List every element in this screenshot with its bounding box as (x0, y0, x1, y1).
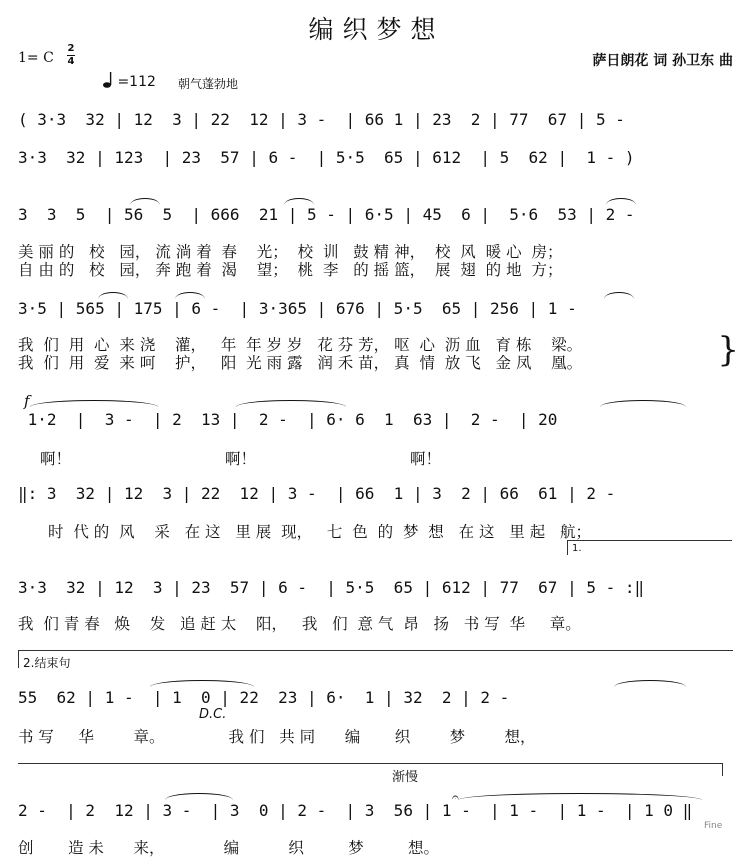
tie-mark (165, 793, 233, 800)
lyric-coda-1: 书 写 华 章。 我 们 共 同 编 织 梦 想， (18, 728, 536, 746)
time-signature-bottom: 4 (67, 56, 75, 67)
tie-mark (606, 198, 636, 205)
tie-mark (600, 400, 686, 407)
dynamic-forte: f (24, 392, 30, 410)
lyric-refrain-1: 时 代 的 风 采 在 这 里 展 现， 七 色 的 梦 想 在 这 里 起 航； (48, 523, 592, 541)
ritardando-marking: 渐慢 (392, 770, 419, 785)
notation-row-6: ‖: 3 32 | 12 3 | 22 12 | 3 - | 66 1 | 3 2 | 66 61 | 2 - (18, 484, 616, 503)
notation-row-3: 3 3 5 | 56 5 | 666 21 | 5 - | 6·5 | 45 6 | 5·6 53 | 2 - (18, 205, 635, 224)
time-signature-top: 2 (67, 43, 75, 54)
notation-row-5: 1·2 | 3 - | 2 13 | 2 - | 6· 6 1 63 | 2 - | 20 (18, 410, 558, 429)
tempo-value: =112 (117, 74, 156, 90)
mood-marking: 朝气蓬勃地 (178, 77, 239, 91)
lyric-verse1-line2: 我 们 用 心 来 浇 灌， 年 年 岁 岁 花 芬 芳， 呕 心 沥 血 育 栋 梁。 (18, 336, 583, 354)
tie-mark (236, 400, 346, 407)
da-capo-marking: D.C. (199, 707, 227, 722)
song-title: 编织梦想 (308, 15, 445, 44)
quarter-note-icon (103, 72, 113, 92)
tie-mark (98, 292, 128, 299)
tie-mark (150, 680, 254, 687)
lyric-aa-2: 啊！ (225, 450, 257, 468)
notation-row-1: ( 3·3 32 | 12 3 | 22 12 | 3 - | 66 1 | 23 2 | 77 67 | 5 - (18, 110, 625, 129)
lyric-coda-2: 创 造 未 来， 编 织 梦 想。 (18, 839, 440, 857)
tie-mark (30, 400, 158, 407)
tempo-marking (103, 72, 156, 92)
volta-first-ending: 1. (567, 540, 732, 555)
ritardando-bracket (18, 763, 723, 776)
credits: 萨日朗花 词 孙卫东 曲 (592, 53, 733, 69)
notation-row-2: 3·3 32 | 123 | 23 57 | 6 - | 5·5 65 | 612 | 5 62 | 1 - ) (18, 148, 635, 167)
fine-marking: Fine (704, 821, 723, 831)
lyric-verse2-line1: 自 由 的 校 园， 奔 跑 着 渴 望； 桃 李 的 摇 篮， 展 翅 的 地 方； (18, 261, 563, 279)
lyric-verse1-line1: 美 丽 的 校 园， 流 淌 着 春 光； 校 训 鼓 精 神， 校 风 暖 心 房； (18, 243, 563, 261)
lyric-aa-3: 啊！ (410, 450, 442, 468)
fermata-icon: 𝄐 (452, 790, 459, 804)
tie-mark (604, 292, 634, 299)
notation-row-8: 55 62 | 1 - | 1 0 | 22 23 | 6· 1 | 32 2 | 2 - (18, 688, 510, 707)
time-signature (67, 44, 75, 67)
volta-second-ending: 2.结束句 (18, 650, 733, 668)
verse-brace: } (717, 330, 739, 370)
lyric-refrain-2: 我 们 青 春 焕 发 追 赶 太 阳， 我 们 意 气 昂 扬 书 写 华 章。 (18, 615, 581, 633)
lyric-aa-1: 啊！ (40, 450, 72, 468)
tie-mark (130, 198, 160, 205)
key-signature: 1= C (18, 50, 54, 66)
lyric-verse2-line2: 我 们 用 爱 来 呵 护， 阳 光 雨 露 润 禾 苗， 真 情 放 飞 金 凤 凰。 (18, 354, 583, 372)
tie-mark (175, 292, 205, 299)
notation-row-4: 3·5 | 565 | 175 | 6 - | 3·365 | 676 | 5·5 65 | 256 | 1 - (18, 299, 577, 318)
notation-row-9: 2 - | 2 12 | 3 - | 3 0 | 2 - | 3 56 | 1 - | 1 - | 1 - | 1 0 ‖ (18, 801, 693, 820)
notation-row-7: 3·3 32 | 12 3 | 23 57 | 6 - | 5·5 65 | 612 | 77 67 | 5 - :‖ (18, 578, 645, 597)
tie-mark (458, 793, 702, 800)
tie-mark (284, 198, 314, 205)
tie-mark (614, 680, 686, 687)
